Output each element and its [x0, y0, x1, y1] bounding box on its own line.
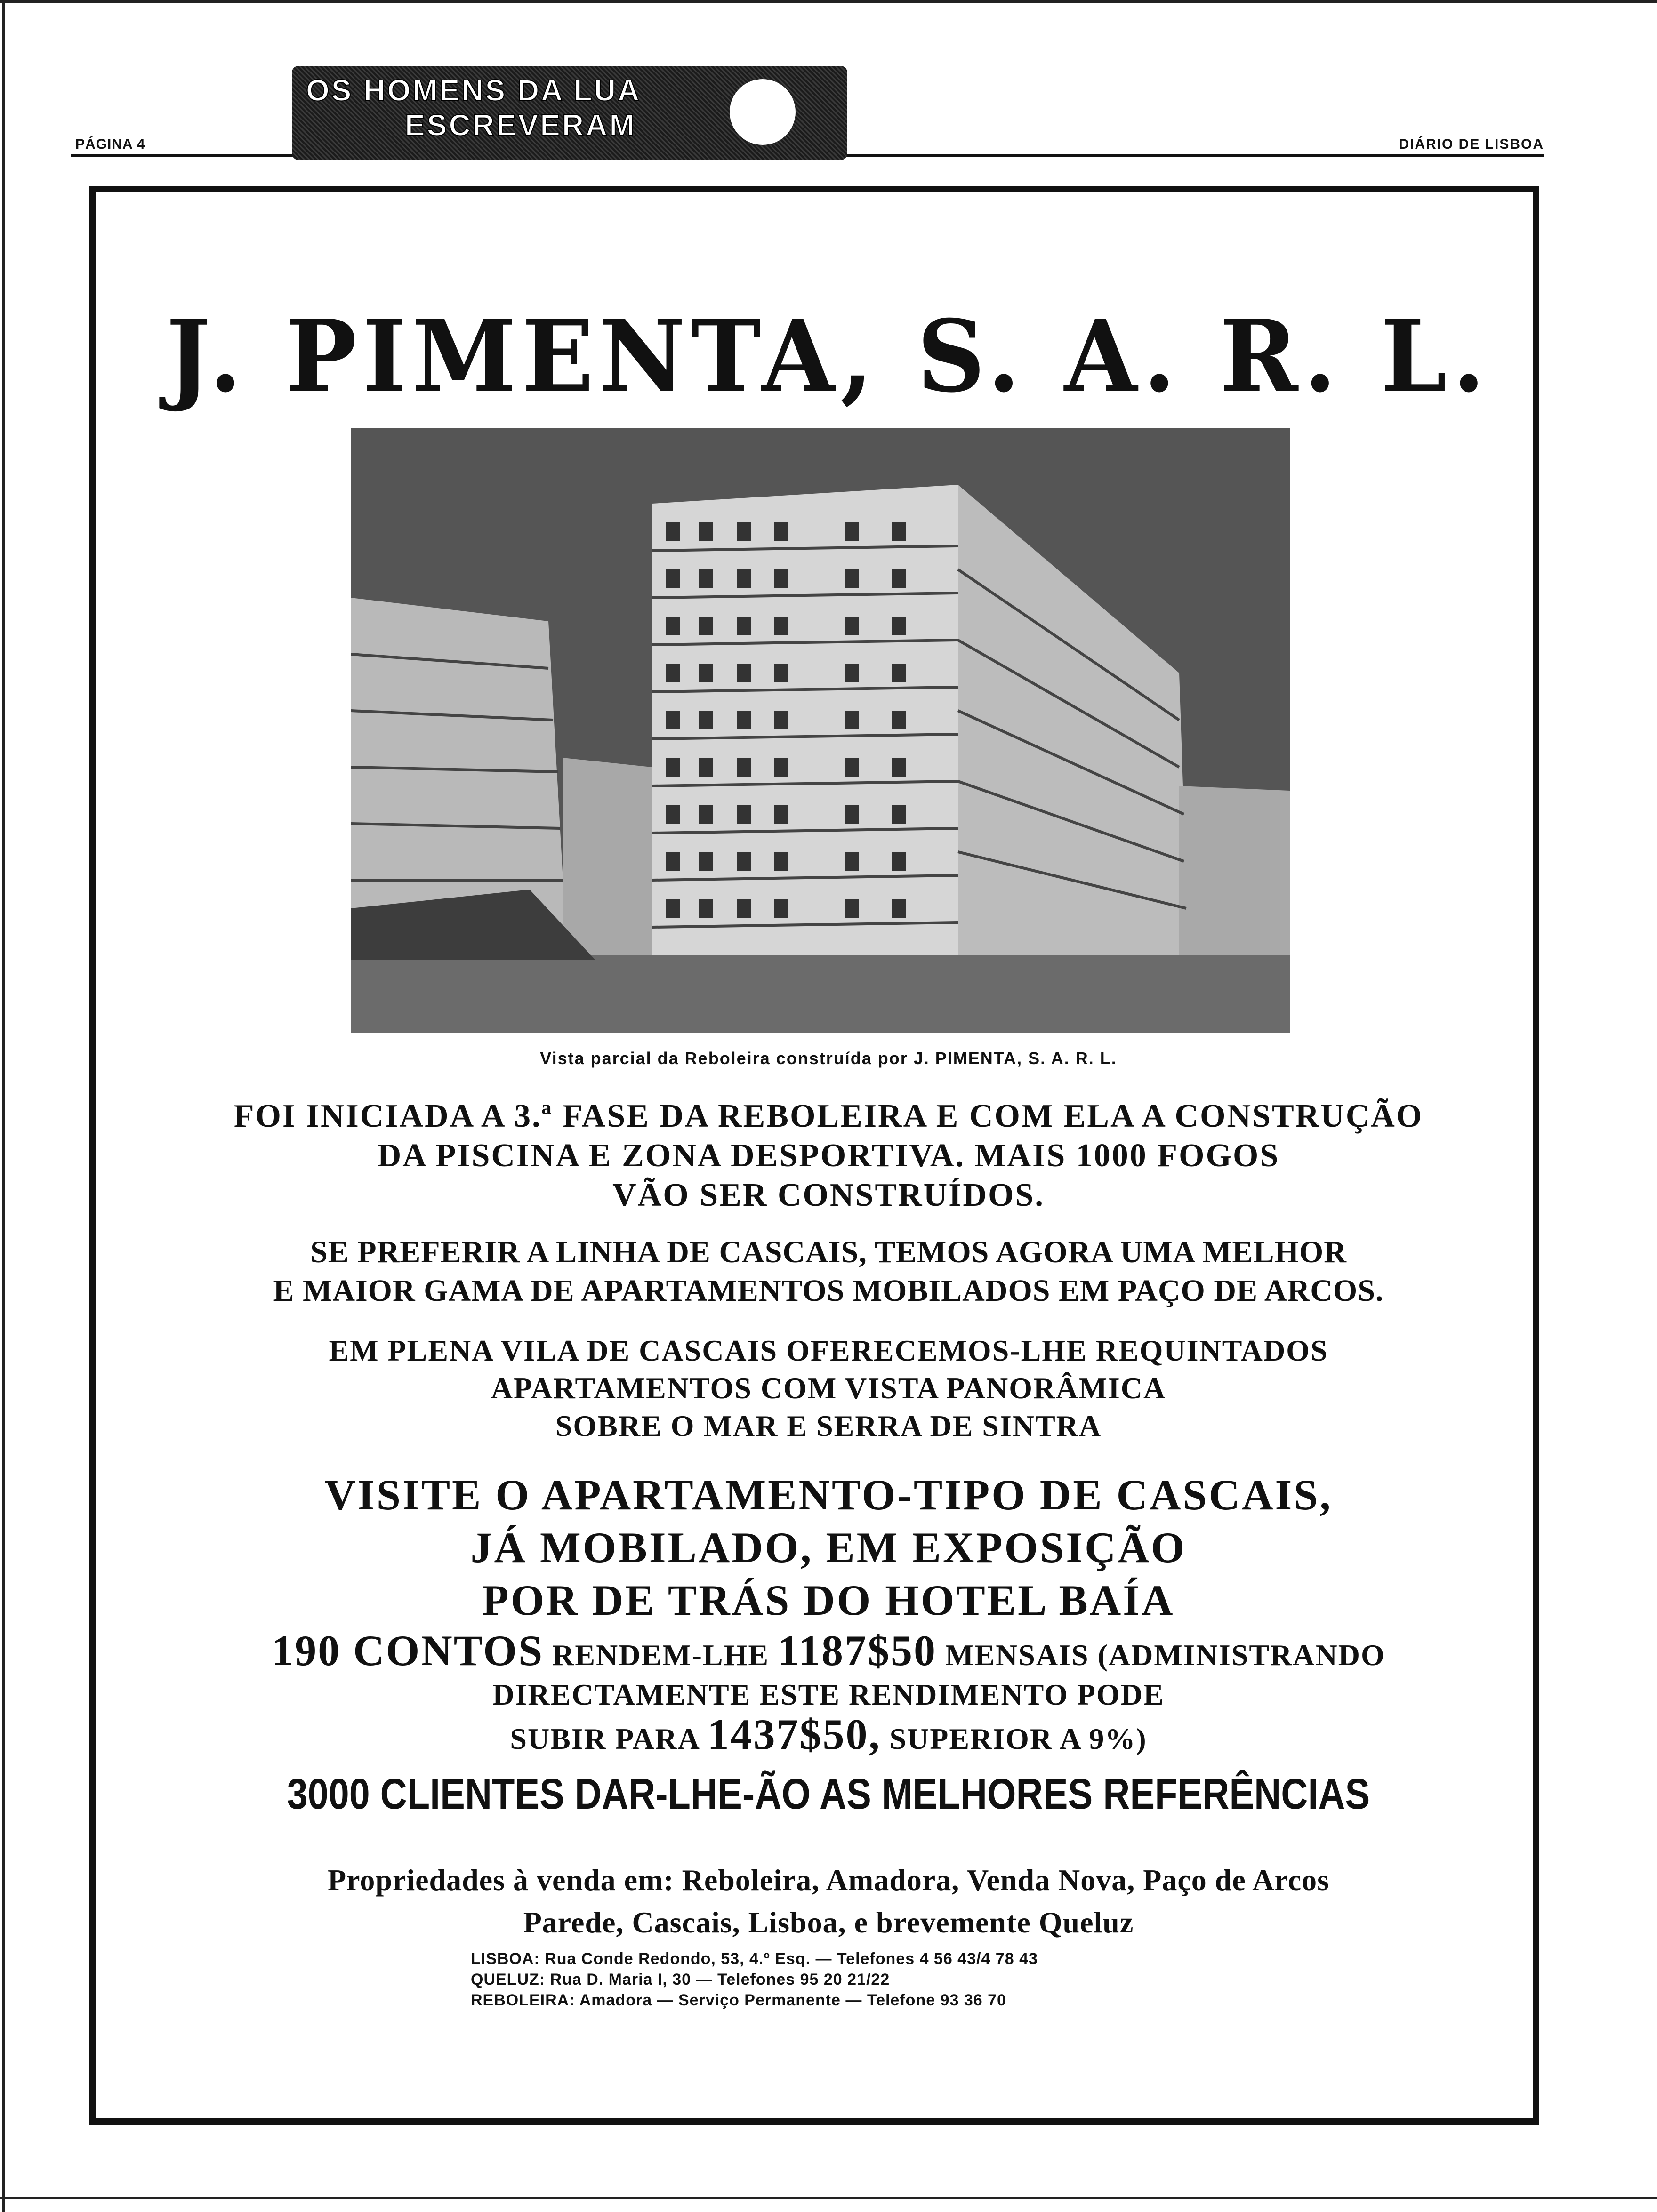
banner-line-2: ESCREVERAM: [405, 108, 636, 142]
income-line-3: [0, 1710, 1657, 1759]
contact-lisboa: LISBOA: Rua Conde Redondo, 53, 4.º Esq. — Telefones 4 56 43/4 78 43: [471, 1950, 1038, 1968]
moon-men-banner: [292, 66, 847, 160]
text-line: E MAIOR GAMA DE APARTAMENTOS MOBILADOS EM PAÇO DE ARCOS.: [273, 1274, 1384, 1308]
contact-reboleira: REBOLEIRA: Amadora — Serviço Permanente — Telefone 93 36 70: [471, 1991, 1006, 2009]
monthly-amount: 1187$50: [778, 1627, 937, 1675]
banner-line-1: OS HOMENS DA LUA: [306, 73, 642, 107]
building-photo: [351, 428, 1290, 1033]
properties-list: [0, 1859, 1657, 1944]
visit-invitation: [0, 1468, 1657, 1627]
page-number: PÁGINA 4: [75, 136, 145, 152]
text-line: APARTAMENTOS COM VISTA PANORÂMICA: [491, 1371, 1166, 1405]
reboleira-buildings-illustration: [351, 428, 1290, 1033]
income-text: RENDEM-LHE: [544, 1638, 778, 1672]
text-line: FOI INICIADA A 3.ª FASE DA REBOLEIRA E COM ELA A CONSTRUÇÃO: [233, 1098, 1424, 1134]
clients-slogan: 3000 CLIENTES DAR-LHE-ÃO AS MELHORES REFERÊNCIAS: [287, 1770, 1370, 1818]
phase-announcement: [0, 1097, 1657, 1215]
income-line-1: [0, 1627, 1657, 1675]
contact-addresses: [471, 1948, 1224, 2011]
text-line: EM PLENA VILA DE CASCAIS OFERECEMOS-LHE REQUINTADOS: [329, 1334, 1328, 1367]
cascais-line-offer: [0, 1233, 1657, 1310]
text-line: Parede, Cascais, Lisboa, e brevemente Queluz: [523, 1906, 1134, 1939]
text-line: SE PREFERIR A LINHA DE CASCAIS, TEMOS AGORA UMA MELHOR: [310, 1235, 1347, 1269]
text-line: DA PISCINA E ZONA DESPORTIVA. MAIS 1000 FOGOS: [377, 1138, 1280, 1174]
panoramic-offer: [0, 1332, 1657, 1445]
max-amount: 1437$50,: [707, 1710, 881, 1758]
contact-queluz: QUELUZ: Rua D. Maria I, 30 — Telefones 95 20 21/22: [471, 1971, 890, 1988]
income-text: MENSAIS (ADMINISTRANDO: [936, 1638, 1385, 1672]
bottom-rule: [0, 2197, 1657, 2199]
text-line: JÁ MOBILADO, EM EXPOSIÇÃO: [470, 1523, 1187, 1571]
text-line: SOBRE O MAR E SERRA DE SINTRA: [555, 1409, 1102, 1443]
text-line: VÃO SER CONSTRUÍDOS.: [612, 1177, 1045, 1213]
moon-icon: [730, 79, 796, 145]
income-line-2: DIRECTAMENTE ESTE RENDIMENTO PODE: [492, 1678, 1165, 1711]
income-text: SUBIR PARA: [510, 1722, 708, 1755]
text-line: POR DE TRÁS DO HOTEL BAÍA: [482, 1576, 1175, 1624]
photo-caption: Vista parcial da Reboleira construída por J. PIMENTA, S. A. R. L.: [540, 1049, 1117, 1068]
company-name: J. PIMENTA, S. A. R. L.: [166, 298, 1491, 415]
price-contos: 190 CONTOS: [272, 1627, 544, 1675]
text-line: Propriedades à venda em: Reboleira, Amadora, Venda Nova, Paço de Arcos: [328, 1863, 1329, 1897]
page-top-border: [0, 0, 1657, 3]
income-offer: [0, 1627, 1657, 1759]
income-text: SUPERIOR A 9%): [881, 1722, 1147, 1755]
newspaper-name: DIÁRIO DE LISBOA: [1399, 136, 1544, 152]
text-line: VISITE O APARTAMENTO-TIPO DE CASCAIS,: [324, 1471, 1333, 1519]
